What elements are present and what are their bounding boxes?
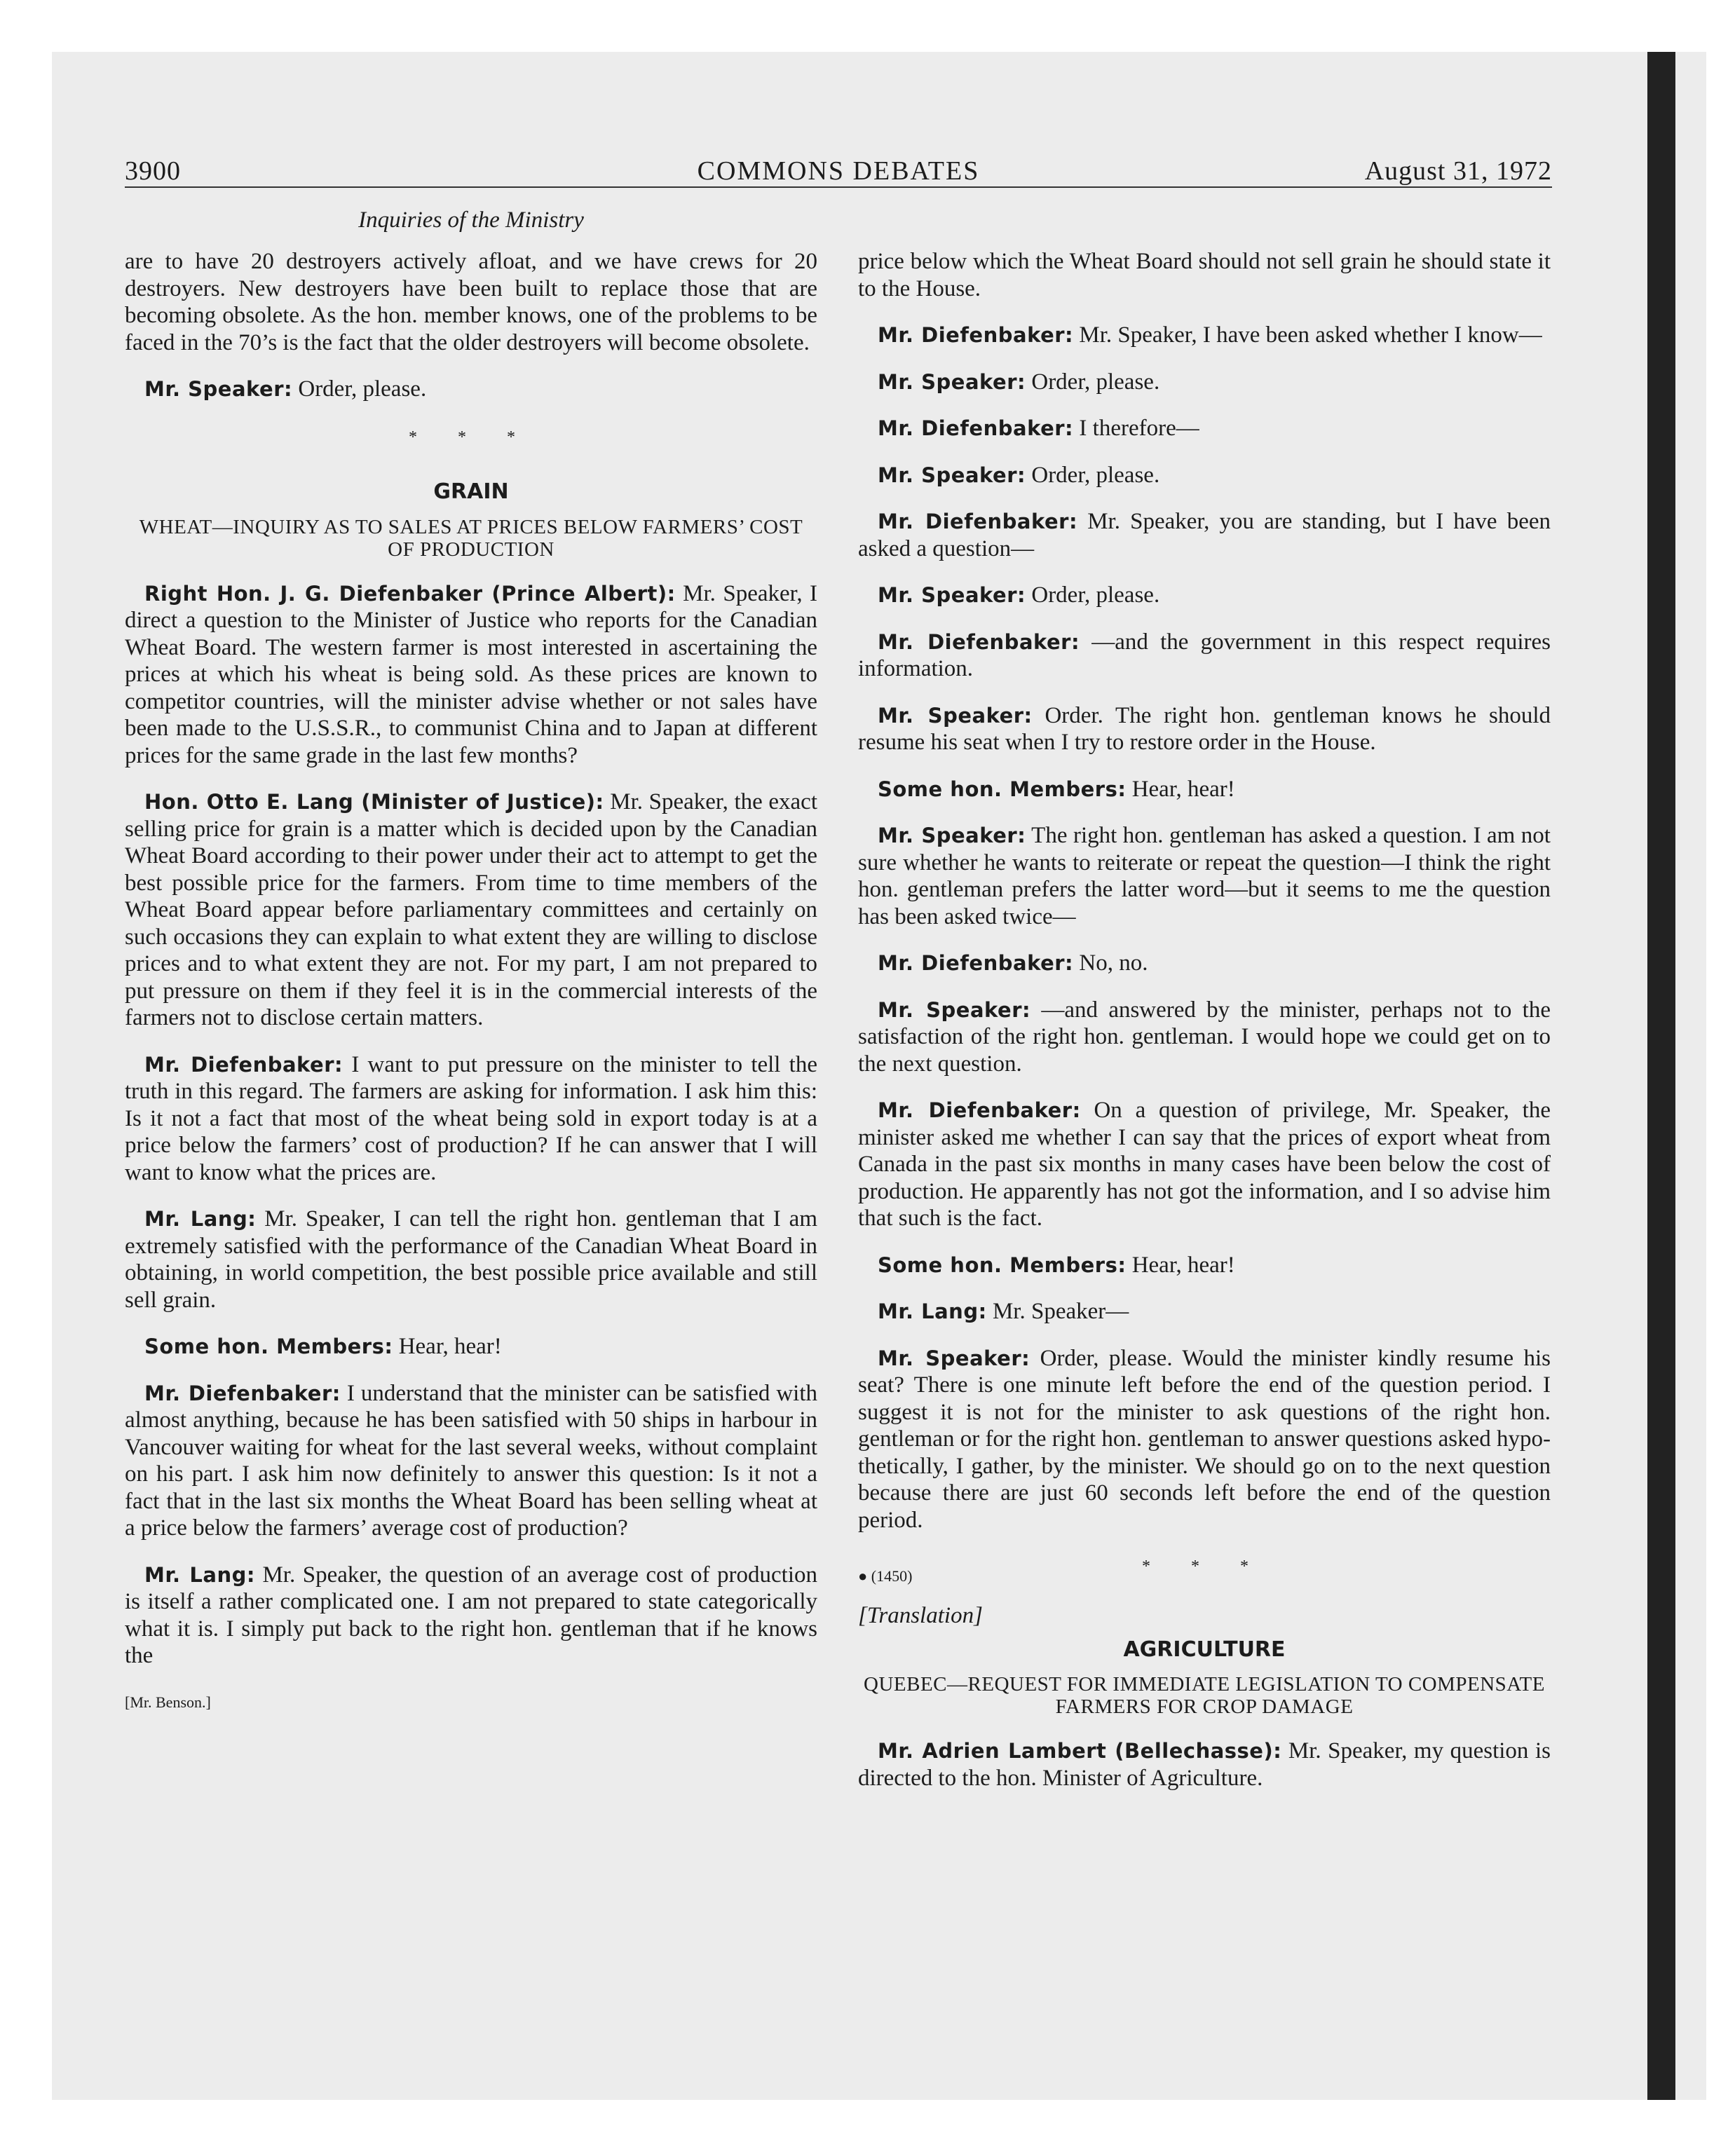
speech-text: Order, please. [292,376,427,402]
speaker-name: Mr. Diefenbaker: [144,1052,343,1077]
speech-paragraph [858,1298,1551,1325]
speaker-name: Mr. Diefenbaker: [878,323,1074,347]
speech-text: Mr. Speaker, you are standing, but I have been asked a question— [858,509,1551,561]
speaker-name: Mr. Speaker: [878,583,1026,607]
speech-text: Hear, hear! [393,1334,502,1359]
speech-paragraph [858,702,1551,756]
speaker-name: Right Hon. J. G. Diefenbaker (Prince Albert): [144,581,676,606]
speaker-name: Hon. Otto E. Lang (Minister of Justice): [144,790,604,814]
publication-title: COMMONS DEBATES [697,156,980,186]
speech-paragraph [858,1097,1551,1232]
left-column [125,248,817,1716]
speech-paragraph [858,369,1551,396]
speaker-name: Some hon. Members: [878,1253,1127,1277]
speech-text: —and the government in this respect requires information. [858,629,1551,681]
speech-paragraph [858,462,1551,489]
speaker-name: Mr. Lang: [144,1207,257,1231]
speaker-name: Mr. Lang: [878,1299,987,1323]
timecode: ● (1450) [858,1567,913,1585]
speaker-name: Some hon. Members: [878,777,1127,801]
speech-paragraph [858,629,1551,683]
speech-paragraph [858,1738,1551,1792]
speaker-name: Mr. Diefenbaker: [878,510,1078,533]
page-header [125,156,1552,188]
speech-paragraph [125,580,817,770]
speech-paragraph [125,789,817,1032]
speech-paragraph [858,415,1551,442]
speech-text: —and answered by the minister, perhaps not to the satisfaction of the right hon. gentleman. I would hope we could get on to the next question. [858,997,1551,1077]
speaker-name: Mr. Speaker: [878,703,1033,728]
speech-text: The right hon. gentleman has asked a question. I am not sure whether he wants to reiterate or repeat the question—I think the right hon. gentleman prefers the latter word—but it seems to me the question has been asked twice— [858,823,1551,929]
speech-text: Order, please. [1026,582,1160,608]
speech-text: Order. The right hon. gentleman knows he should resume his seat when I try to restore order in the House. [858,702,1551,755]
speech-text: Mr. Speaker, I can tell the right hon. gentleman that I am extremely satisfied with the performance of the Canadian Wheat Board in obtaining, in world competition, the best possible price available and still sell grain. [125,1206,817,1313]
section-subheading: QUEBEC—REQUEST FOR IMMEDIATE LEGISLATION TO COMPENSATE FARMERS FOR CROP DAMAGE [864,1673,1545,1718]
section-heading: AGRICULTURE [1123,1637,1286,1662]
speech-paragraph [125,376,817,403]
speech-text: I therefore— [1073,416,1199,441]
footer-note: [Mr. Benson.] [125,1693,211,1711]
speech-paragraph [858,950,1551,977]
section-heading: GRAIN [433,479,509,504]
speaker-name: Mr. Lang: [144,1562,255,1587]
section-separator: * * * [1142,1557,1267,1576]
right-column [858,248,1551,1811]
speech-text: Mr. Speaker, the question of an average cost of production is itself a rather complicated one. I am not prepared to state categorically what it is. I simply put back to the right hon. gentleman that if he knows the [125,1562,817,1668]
speech-paragraph [858,582,1551,609]
speech-paragraph [858,1252,1551,1279]
scan-edge-bar [1647,52,1675,2100]
speech-text: Order, please. [1026,462,1160,488]
section-subheading: WHEAT—INQUIRY AS TO SALES AT PRICES BELOW FARMERS’ COST OF PRODUCTION [139,515,803,561]
speech-text: I want to put pressure on the minister to tell the truth in this regard. The farmers are asking for information. I ask him this: Is it not a fact that most of the wheat being sold in export today is at a price below the farmers’ cost of production? If he can answer that I will want to know what the prices are. [125,1051,817,1185]
speech-text: Mr. Speaker, I direct a question to the Minister of Justice who reports for the Canadian Wheat Board. The western farmer is most interested in ascertaining the prices at which his wheat is being sold. As these prices are known to competitor countries, will the minister advise whether or not sales have been made to the U.S.S.R., to communist China and to Japan at different prices for the same grade in the last few months? [125,580,817,768]
speaker-name: Mr. Speaker: [878,997,1031,1022]
page-number: 3900 [125,156,181,186]
speech-paragraph [125,1562,817,1670]
page-date: August 31, 1972 [1364,156,1552,186]
speaker-name: Mr. Speaker: [878,463,1026,487]
speech-paragraph [125,1051,817,1187]
section-separator: * * * [409,428,533,446]
speaker-name: Mr. Speaker: [878,824,1026,847]
speaker-name: Mr. Speaker: [144,377,293,401]
speaker-name: Mr. Speaker: [878,1346,1030,1370]
speaker-name: Mr. Diefenbaker: [878,416,1074,440]
speaker-name: Mr. Diefenbaker: [878,1098,1081,1122]
speech-text: Hear, hear! [1126,1252,1235,1278]
translation-note: [Translation] [858,1603,983,1628]
speech-text: Mr. Speaker, the exact selling price for grain is a matter which is decided upon by the Canadian Wheat Board according to their power under their act to attempt to get the best possible price for the farmers. From time to time members of the Wheat Board appear before parliamentary committees and certainly on such occasions they can explain to what extent they are willing to disclose prices and to what extent they are not. For my part, I am not prepared to put pressure on them if they feel it is in the commercial interests of the farmers not to disclose certain matters. [125,789,817,1030]
speech-text: I understand that the minister can be satisfied with almost anything, because he has been satisfied with 50 ships in harbour in Vancouver waiting for wheat for the last several weeks, without complaint on his part. I ask him now definitely to answer this question: Is it not a fact that in the last six months the Wheat Board has been selling wheat at a price below the farmers’ average cost of production? [125,1380,817,1541]
speaker-name: Some hon. Members: [144,1335,393,1358]
speech-paragraph [858,776,1551,803]
speech-text: Hear, hear! [1126,776,1235,802]
speaker-name: Mr. Speaker: [878,369,1026,394]
speech-text: Mr. Speaker, my question is directed to the hon. Minister of Agriculture. [858,1738,1551,1791]
speech-paragraph [125,1206,817,1314]
paragraph: price below which the Wheat Board should not sell grain he should state it to the House. [858,249,1551,301]
speech-paragraph [858,822,1551,930]
speech-paragraph [858,997,1551,1078]
paragraph: are to have 20 destroyers actively afloat, and we have crews for 20 destroyers. New destroyers have been built to replace those that are becoming obsolete. As the hon. member knows, one of the problems to be faced in the 70’s is the fact that the older destroyers will become obsolete. [125,249,817,355]
separator-row [858,1553,1551,1588]
speech-text: On a question of privilege, Mr. Speaker, the minister asked me whether I can say that the prices of export wheat from Canada in the past six months in many cases have been below the cost of production. He apparently has not got the information, and I so advise him that such is the fact. [858,1098,1551,1231]
speech-text: Order, please. Would the minister kindly resume his seat? There is one minute left before the end of the question period. I suggest it is not for the minister to ask questions of the right hon. gentleman or for the right hon. gentleman to answer questions asked hypothetically, I gather, by the minister. We should go on to the next question because there are just 60 seconds left before the end of the question period. [858,1345,1551,1533]
speech-paragraph [858,508,1551,562]
speech-paragraph [125,1380,817,1542]
speech-text: Order, please. [1026,369,1160,395]
speaker-name: Mr. Diefenbaker: [878,629,1080,654]
speech-paragraph [858,322,1551,349]
speaker-name: Mr. Diefenbaker: [878,951,1074,975]
speech-text: Mr. Speaker— [986,1299,1129,1324]
speaker-name: Mr. Adrien Lambert (Bellechasse): [878,1739,1282,1763]
speech-paragraph [858,1345,1551,1534]
running-head: Inquiries of the Ministry [358,207,584,233]
speech-paragraph [125,1333,817,1360]
speech-text: Mr. Speaker, I have been asked whether I know— [1073,322,1542,348]
speech-text: No, no. [1073,950,1148,976]
speaker-name: Mr. Diefenbaker: [144,1381,341,1405]
